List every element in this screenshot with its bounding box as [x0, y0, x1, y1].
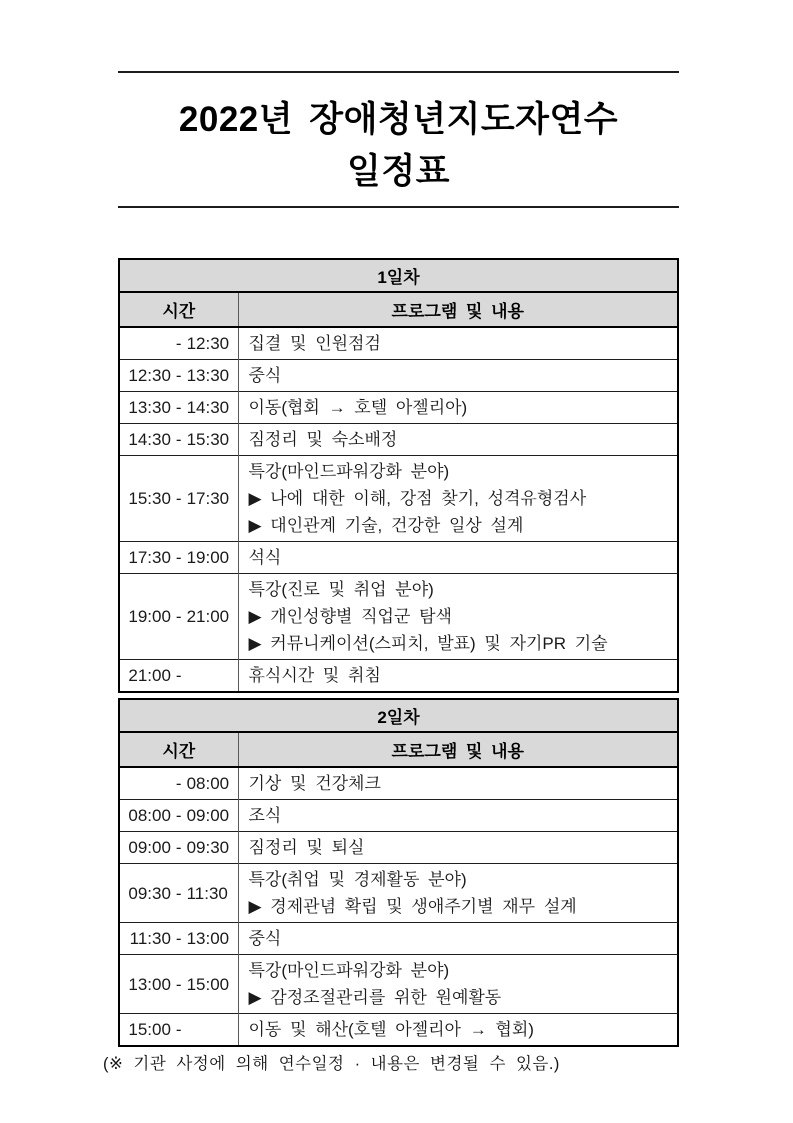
- title-line-2: 일정표: [347, 152, 450, 191]
- schedule-table-day2: [118, 698, 679, 1047]
- time-end: 12:30: [186, 334, 230, 353]
- title-divider-bottom: [118, 206, 679, 208]
- time-separator: -: [175, 774, 182, 793]
- schedule-row: [119, 542, 678, 574]
- schedule-row: [119, 327, 678, 360]
- schedule-row: [119, 392, 678, 424]
- time-cell: [119, 542, 238, 574]
- time-end: 13:00: [186, 929, 230, 948]
- schedule-row: [119, 1014, 678, 1047]
- program-cell: [238, 955, 678, 1014]
- program-cell: [238, 456, 678, 542]
- time-start: 09:00: [128, 838, 171, 857]
- program-cell: [238, 424, 678, 456]
- time-cell: [119, 456, 238, 542]
- program-line: 중식: [248, 929, 282, 948]
- time-start: 09:30: [128, 883, 171, 903]
- time-cell: [119, 832, 238, 864]
- schedule-row: [119, 832, 678, 864]
- time-separator: -: [175, 334, 182, 353]
- time-cell: [119, 1014, 238, 1047]
- time-range: [120, 770, 238, 797]
- program-bullet-line: ▶ 대인관계 기술, 건강한 일상 설계: [248, 516, 524, 535]
- time-start: 14:30: [128, 430, 171, 449]
- time-separator: -: [175, 398, 182, 417]
- program-line: 특강(마인드파워강화 분야): [248, 462, 450, 481]
- time-range: [120, 485, 238, 512]
- program-bullet-line: ▶ 개인성향별 직업군 탐색: [248, 607, 452, 626]
- column-header-row: [119, 292, 678, 327]
- time-start: 19:00: [128, 607, 171, 626]
- time-end: 08:00: [186, 774, 230, 793]
- time-cell: [119, 327, 238, 360]
- time-cell: [119, 800, 238, 832]
- time-cell: [119, 923, 238, 955]
- schedule-row: [119, 424, 678, 456]
- time-start: 08:00: [128, 806, 171, 825]
- program-line: 짐정리 및 숙소배정: [248, 430, 398, 449]
- program-line: 이동 및 해산(호텔 아젤리아 → 협회): [248, 1020, 534, 1039]
- time-end: 19:00: [186, 548, 230, 567]
- time-range: [120, 662, 238, 689]
- time-range: [120, 330, 238, 357]
- time-end: 09:00: [186, 806, 230, 825]
- time-separator: -: [175, 806, 182, 825]
- time-range: [120, 971, 238, 998]
- program-cell: [238, 542, 678, 574]
- schedule-row: [119, 955, 678, 1014]
- time-cell: [119, 574, 238, 660]
- document-title: [118, 94, 679, 198]
- time-separator: -: [175, 1020, 182, 1039]
- time-cell: [119, 767, 238, 800]
- time-cell: [119, 660, 238, 693]
- title-line-1: 2022년 장애청년지도자연수: [178, 100, 619, 139]
- time-end: 11:30: [186, 883, 228, 903]
- time-range: [120, 544, 238, 571]
- time-range: [120, 834, 238, 861]
- program-line: 이동(협회 → 호텔 아젤리아): [248, 398, 468, 417]
- program-cell: [238, 327, 678, 360]
- program-line: 집결 및 인원점검: [248, 334, 381, 353]
- program-line: 짐정리 및 퇴실: [248, 838, 365, 857]
- time-separator: -: [175, 430, 182, 449]
- schedule-row: [119, 660, 678, 693]
- time-end: 14:30: [186, 398, 230, 417]
- column-header-program: 프로그램 및 내용: [238, 292, 678, 327]
- schedule-row: [119, 864, 678, 923]
- program-cell: [238, 923, 678, 955]
- time-start: 11:30: [129, 929, 171, 948]
- time-range: [120, 880, 238, 907]
- program-line: 휴식시간 및 취침: [248, 666, 381, 685]
- time-end: 15:00: [186, 974, 230, 994]
- time-separator: -: [175, 366, 182, 385]
- program-cell: [238, 767, 678, 800]
- program-bullet-line: ▶ 감정조절관리를 위한 원예활동: [248, 988, 502, 1007]
- program-cell: [238, 864, 678, 923]
- time-separator: -: [175, 883, 182, 903]
- schedule-row: [119, 767, 678, 800]
- program-cell: [238, 660, 678, 693]
- time-end: 09:30: [186, 838, 230, 857]
- program-cell: [238, 574, 678, 660]
- schedule-rows-day1: [119, 327, 678, 692]
- time-cell: [119, 424, 238, 456]
- time-range: [120, 394, 238, 421]
- time-end: 21:00: [186, 607, 230, 626]
- schedule-table-day1: [118, 258, 679, 693]
- time-start: 13:30: [128, 398, 171, 417]
- footnote: (※ 기관 사정에 의해 연수일정 · 내용은 변경될 수 있음.): [103, 1055, 560, 1073]
- table-caption-day1: 1일차: [119, 259, 678, 292]
- time-separator: -: [175, 548, 182, 567]
- schedule-row: [119, 574, 678, 660]
- schedule-row: [119, 923, 678, 955]
- program-line: 기상 및 건강체크: [248, 774, 381, 793]
- time-end: 13:30: [186, 366, 230, 385]
- time-end: 15:30: [186, 430, 230, 449]
- program-cell: [238, 1014, 678, 1047]
- time-cell: [119, 392, 238, 424]
- time-start: 17:30: [128, 548, 171, 567]
- time-start: 21:00: [128, 666, 171, 685]
- time-range: [120, 1016, 238, 1043]
- time-range: [120, 802, 238, 829]
- column-header-program: 프로그램 및 내용: [238, 732, 678, 767]
- program-line: 중식: [248, 366, 282, 385]
- time-end: 17:30: [186, 489, 230, 508]
- time-range: [120, 426, 238, 453]
- time-start: 12:30: [128, 366, 171, 385]
- time-cell: [119, 955, 238, 1014]
- time-start: 13:00: [128, 974, 171, 994]
- program-cell: [238, 800, 678, 832]
- column-header-time: 시간: [119, 292, 238, 327]
- time-range: [120, 603, 238, 630]
- program-line: 특강(마인드파워강화 분야): [248, 961, 450, 980]
- time-cell: [119, 864, 238, 923]
- time-separator: -: [175, 489, 182, 508]
- table-caption-day2: 2일차: [119, 699, 678, 732]
- program-cell: [238, 360, 678, 392]
- program-bullet-line: ▶ 나에 대한 이해, 강점 찾기, 성격유형검사: [248, 489, 587, 508]
- time-separator: -: [175, 838, 182, 857]
- time-start: 15:30: [128, 489, 171, 508]
- program-line: 조식: [248, 806, 282, 825]
- time-start: 15:00: [128, 1020, 171, 1039]
- program-line: 석식: [248, 548, 282, 567]
- time-separator: -: [175, 974, 182, 994]
- time-separator: -: [175, 607, 182, 626]
- schedule-rows-day2: [119, 767, 678, 1046]
- time-separator: -: [175, 929, 182, 948]
- program-cell: [238, 832, 678, 864]
- title-divider-top: [118, 71, 679, 73]
- time-range: [120, 925, 238, 952]
- program-cell: [238, 392, 678, 424]
- table-caption-row: [119, 259, 678, 292]
- time-cell: [119, 360, 238, 392]
- program-line: 특강(취업 및 경제활동 분야): [248, 870, 467, 889]
- time-separator: -: [175, 666, 182, 685]
- column-header-row: [119, 732, 678, 767]
- program-bullet-line: ▶ 경제관념 확립 및 생애주기별 재무 설계: [248, 897, 577, 916]
- program-line: 특강(진로 및 취업 분야): [248, 580, 434, 599]
- schedule-row: [119, 456, 678, 542]
- schedule-row: [119, 360, 678, 392]
- column-header-time: 시간: [119, 732, 238, 767]
- table-caption-row: [119, 699, 678, 732]
- time-range: [120, 362, 238, 389]
- schedule-row: [119, 800, 678, 832]
- program-bullet-line: ▶ 커뮤니케이션(스피치, 발표) 및 자기PR 기술: [248, 634, 608, 653]
